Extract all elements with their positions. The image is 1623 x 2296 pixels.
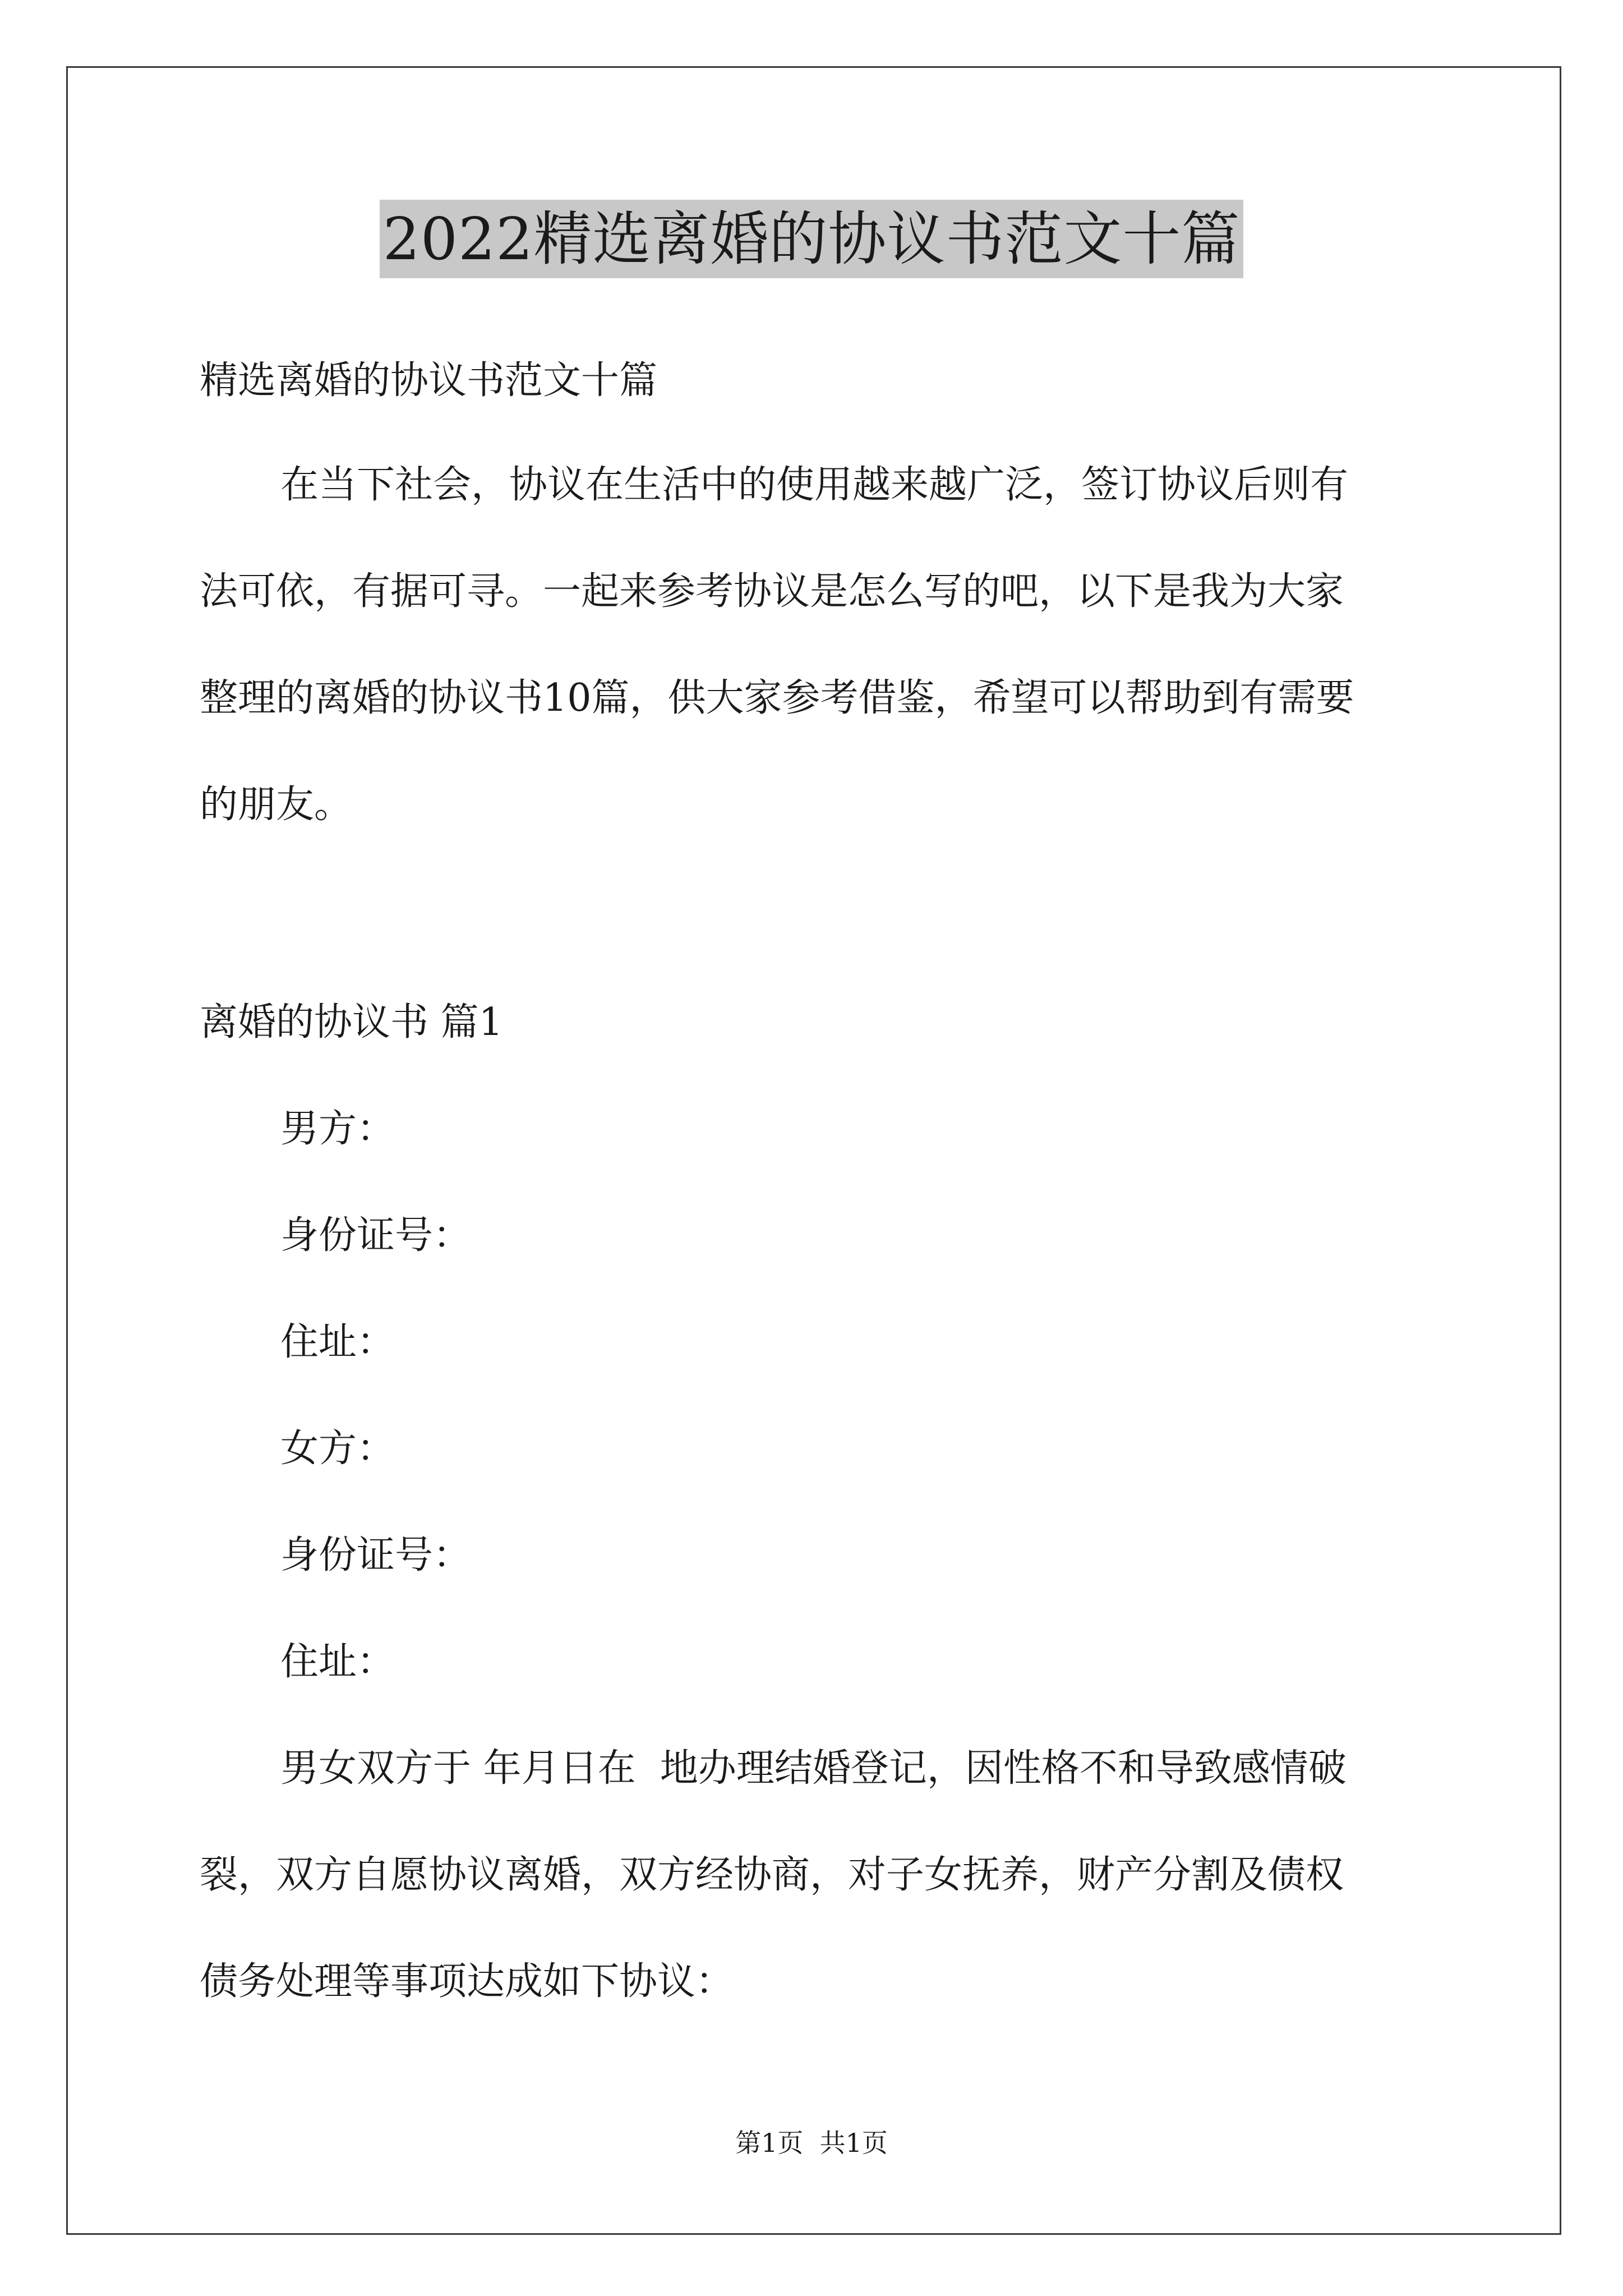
page-footer: 第1页 共1页 xyxy=(735,2128,888,2158)
field-female-id: 身份证号： xyxy=(280,1533,472,1577)
field-male-id: 身份证号： xyxy=(280,1213,472,1258)
body-line-3: 债务处理等事项达成如下协议： xyxy=(200,1959,734,2004)
document-title: 2022精选离婚的协议书范文十篇 xyxy=(380,200,1244,278)
field-female-address: 住址： xyxy=(280,1640,395,1684)
intro-line-2: 法可依，有据可寻。一起来参考协议是怎么写的吧，以下是我为大家 xyxy=(200,569,1344,614)
body-line-1: 男女双方于 年月日在 地办理结婚登记，因性格不和导致感情破 xyxy=(280,1746,1347,1791)
body-line-2: 裂，双方自愿协议离婚，双方经协商，对子女抚养，财产分割及债权 xyxy=(200,1853,1344,1897)
field-male-address: 住址： xyxy=(280,1320,395,1364)
title-container xyxy=(0,200,1623,278)
field-female: 女方： xyxy=(280,1427,395,1471)
document-subtitle: 精选离婚的协议书范文十篇 xyxy=(200,358,658,403)
section-heading: 离婚的协议书 篇1 xyxy=(200,1000,503,1045)
intro-line-1: 在当下社会，协议在生活中的使用越来越广泛，签订协议后则有 xyxy=(280,463,1349,507)
field-male: 男方： xyxy=(280,1107,395,1151)
intro-line-3: 整理的离婚的协议书10篇，供大家参考借鉴，希望可以帮助到有需要 xyxy=(200,676,1354,720)
intro-line-4: 的朋友。 xyxy=(200,783,353,827)
